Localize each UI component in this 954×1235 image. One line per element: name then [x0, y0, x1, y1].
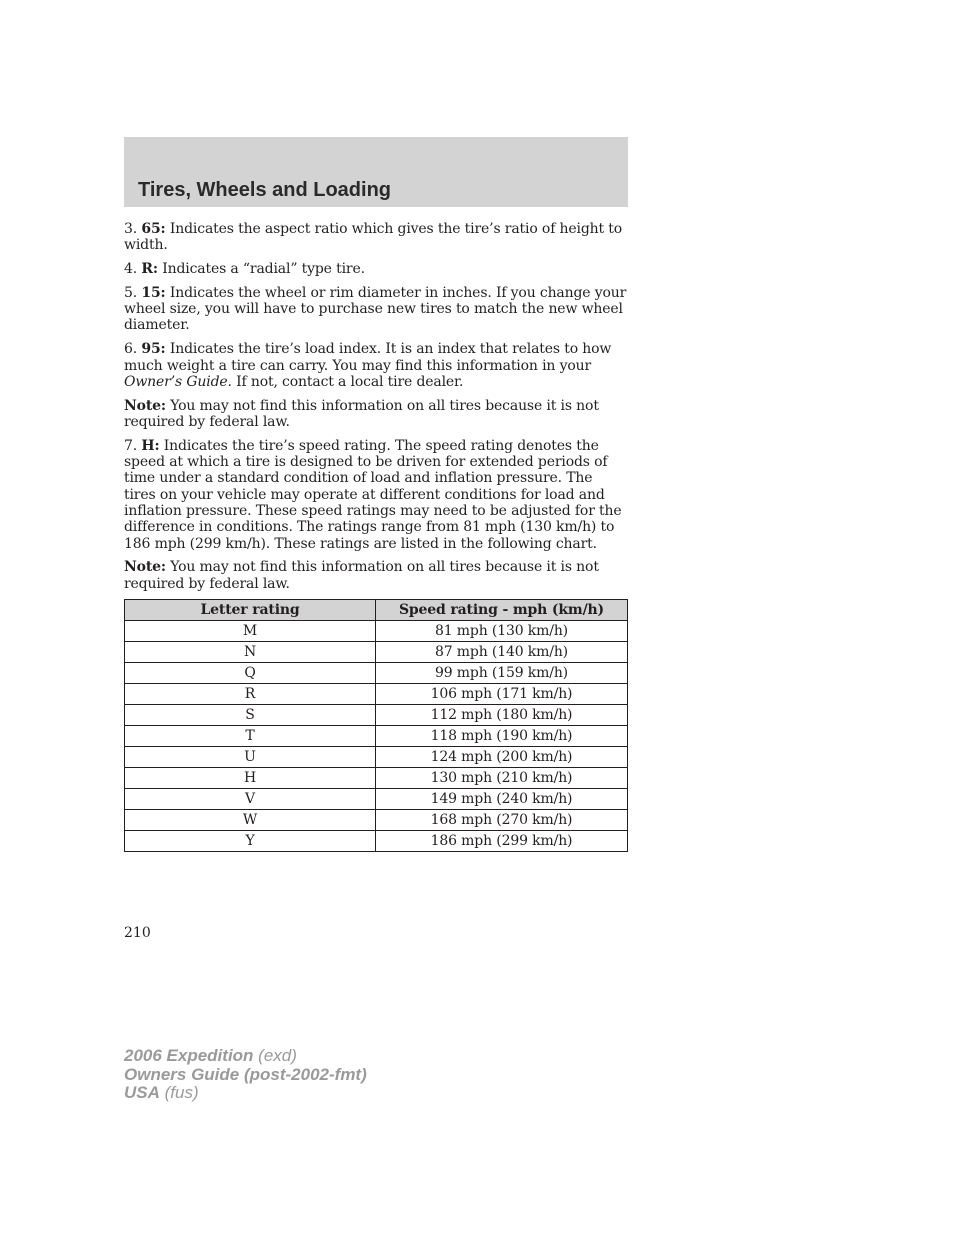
speed-cell: 87 mph (140 km/h)	[376, 642, 628, 663]
section-title: Tires, Wheels and Loading	[138, 179, 392, 201]
footer-line-2: Owners Guide (post-2002-fmt)	[124, 1064, 367, 1084]
letter-cell: W	[125, 810, 376, 831]
document-footer	[124, 1047, 367, 1103]
note-label: Note:	[124, 397, 166, 414]
speed-cell: 118 mph (190 km/h)	[376, 726, 628, 747]
table-row	[125, 663, 628, 684]
table-row	[125, 621, 628, 642]
item-key: 65:	[141, 221, 166, 237]
speed-cell: 106 mph (171 km/h)	[376, 684, 628, 705]
footer-line-1: 2006 Expedition (exd)	[124, 1046, 297, 1065]
note-label: Note:	[124, 559, 166, 576]
item-key: 95:	[141, 341, 166, 358]
speed-cell: 130 mph (210 km/h)	[376, 768, 628, 789]
item-key: H:	[141, 437, 160, 454]
owners-guide-ref: Owner’s Guide.	[124, 373, 232, 390]
table-row	[125, 747, 628, 768]
note-1: Note: You may not find this information on all tires because it is not required by federal law.	[124, 397, 599, 430]
letter-cell: R	[125, 684, 376, 705]
letter-cell: M	[125, 621, 376, 642]
table-row	[125, 726, 628, 747]
speed-cell: 168 mph (270 km/h)	[376, 810, 628, 831]
page-number: 210	[124, 925, 151, 941]
table-row	[125, 831, 628, 852]
table-row	[125, 684, 628, 705]
item-4: 4. R: Indicates a “radial” type tire.	[124, 261, 365, 278]
column-header-letter: Letter rating	[125, 600, 376, 621]
item-key: 15:	[141, 284, 166, 301]
letter-cell: S	[125, 705, 376, 726]
item-3: 3. 65: Indicates the aspect ratio which gives the tire’s ratio of height to width.	[124, 221, 623, 254]
table-header-row	[125, 600, 628, 621]
page-body	[124, 221, 628, 852]
letter-cell: T	[125, 726, 376, 747]
letter-cell: H	[125, 768, 376, 789]
section-header	[124, 137, 628, 207]
column-header-speed: Speed rating - mph (km/h)	[376, 600, 628, 621]
item-key: R:	[141, 261, 158, 278]
footer-line-3: USA (fus)	[124, 1083, 199, 1102]
table-row	[125, 789, 628, 810]
table-row	[125, 810, 628, 831]
letter-cell: Q	[125, 663, 376, 684]
speed-cell: 149 mph (240 km/h)	[376, 789, 628, 810]
letter-cell: U	[125, 747, 376, 768]
speed-cell: 124 mph (200 km/h)	[376, 747, 628, 768]
speed-cell: 81 mph (130 km/h)	[376, 621, 628, 642]
table-row	[125, 642, 628, 663]
letter-cell: Y	[125, 831, 376, 852]
note-2: Note: You may not find this information on all tires because it is not required by federal law.	[124, 559, 599, 592]
letter-cell: V	[125, 789, 376, 810]
speed-cell: 186 mph (299 km/h)	[376, 831, 628, 852]
item-7: 7. H: Indicates the tire’s speed rating. The speed rating denotes the speed at which a tire is designed to be driven for extended periods of time under a standard condition of load and inflation pressure. The tires on your vehicle may operate at different conditions for load and inflation pressure. These speed ratings may need to be adjusted for the difference in conditions. The ratings range from 81 mph (130 km/h) to 186 mph (299 km/h). These ratings are listed in the following chart.	[124, 437, 622, 552]
item-6: 6. 95: Indicates the tire’s load index. It is an index that relates to how much weight a tire can carry. You may find this information in your Owner’s Guide. If not, contact a local tire dealer.	[124, 341, 612, 390]
table-row	[125, 768, 628, 789]
table-row	[125, 705, 628, 726]
speed-rating-table	[124, 599, 628, 852]
speed-cell: 99 mph (159 km/h)	[376, 663, 628, 684]
item-5: 5. 15: Indicates the wheel or rim diameter in inches. If you change your wheel size, you will have to purchase new tires to match the new wheel diameter.	[124, 284, 627, 334]
letter-cell: N	[125, 642, 376, 663]
speed-cell: 112 mph (180 km/h)	[376, 705, 628, 726]
